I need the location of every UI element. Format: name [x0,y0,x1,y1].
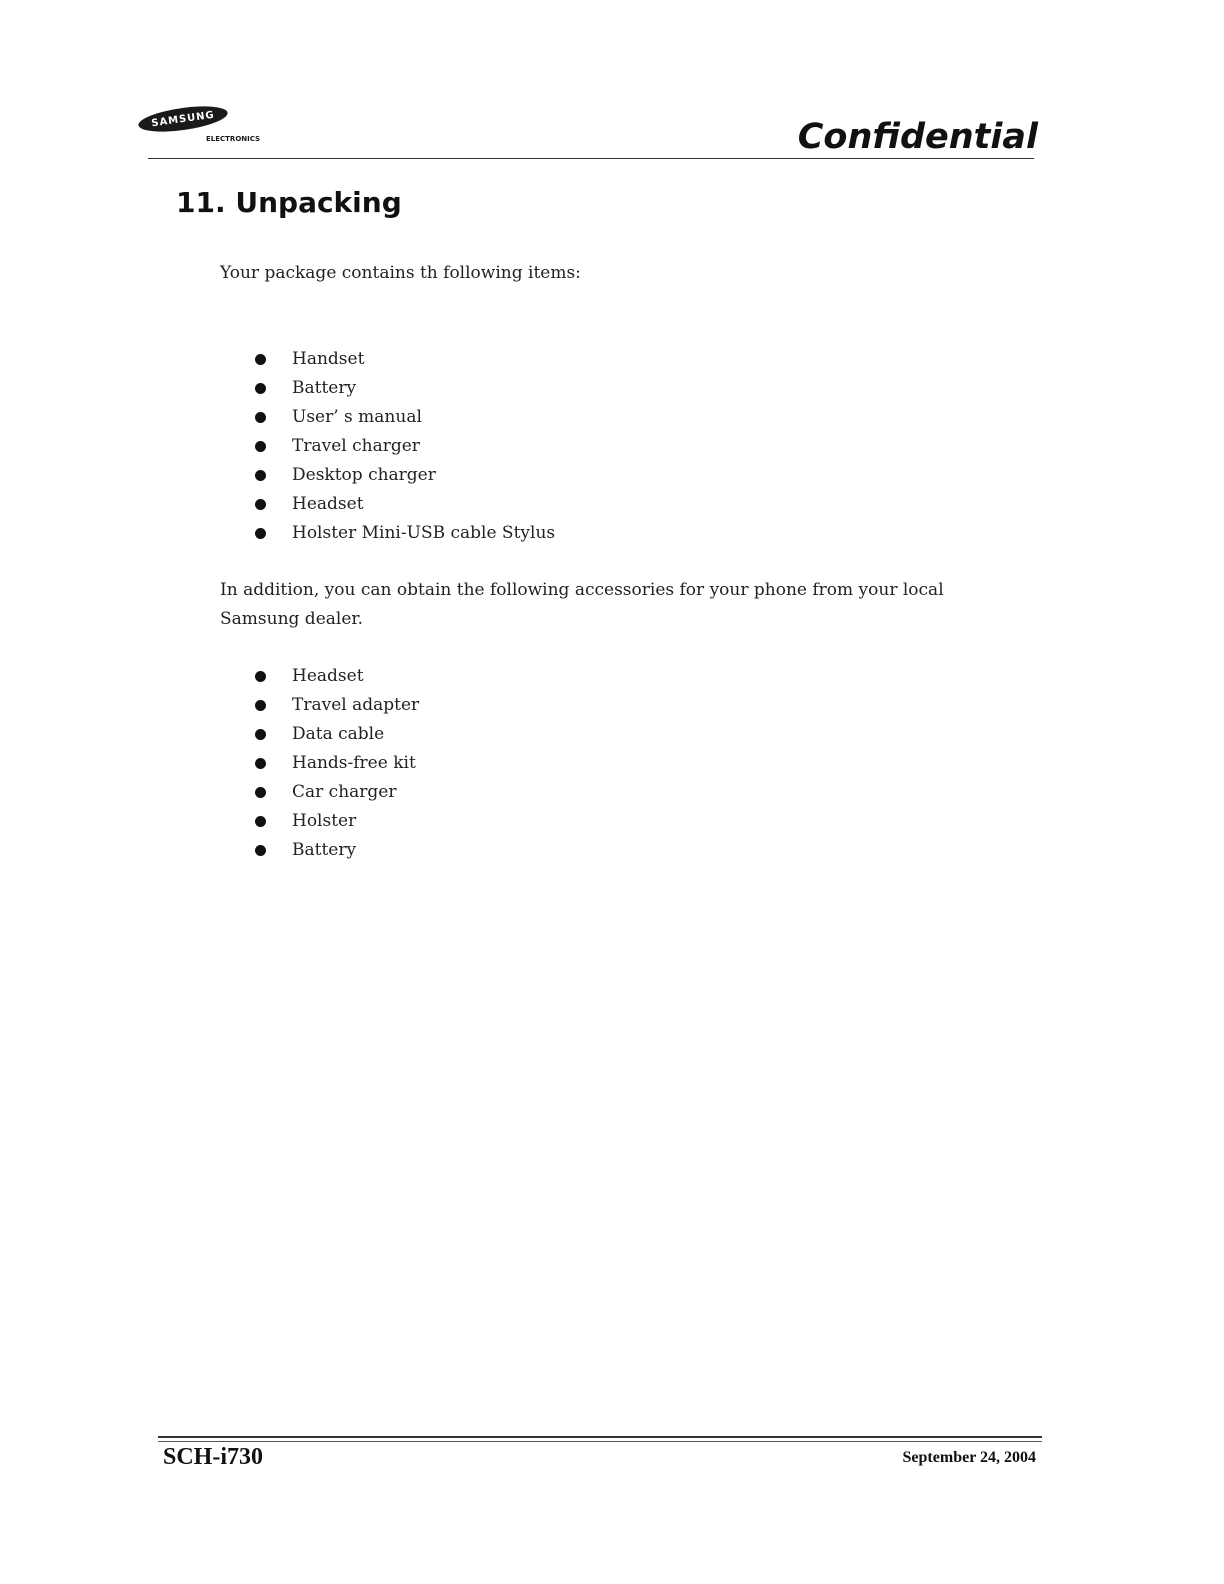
bullet-icon [255,787,266,798]
bullet-icon [255,729,266,740]
item-label: Travel adapter [292,695,420,715]
footer-divider-bottom [158,1441,1042,1442]
footer-model: SCH-i730 [163,1444,264,1470]
list-item [255,662,419,691]
list-item [255,691,419,720]
bullet-icon [255,845,266,856]
list-item [255,778,419,807]
accessories-list [255,662,419,865]
item-label: Handset [292,349,365,369]
bullet-icon [255,470,266,481]
item-label: Battery [292,378,357,398]
bullet-icon [255,499,266,510]
list-item [255,432,555,461]
item-label: Data cable [292,724,385,744]
item-label: Holster Mini-USB cable Stylus [292,523,556,543]
item-label: Battery [292,840,357,860]
bullet-icon [255,816,266,827]
bullet-icon [255,528,266,539]
item-label: Travel charger [292,436,420,456]
logo-ellipse [137,102,229,136]
item-label: Headset [292,494,364,514]
bullet-icon [255,758,266,769]
package-items-list [255,345,555,548]
bullet-icon [255,700,266,711]
addition-paragraph: In addition, you can obtain the following accessories for your phone from your local Samsung dealer. [220,580,944,629]
list-item [255,836,419,865]
logo-wordmark: SAMSUNG [150,109,216,129]
list-item [255,749,419,778]
footer-divider-top [158,1436,1042,1438]
item-label: Car charger [292,782,397,802]
intro-paragraph: Your package contains th following items: [220,263,581,283]
list-item [255,403,555,432]
bullet-icon [255,383,266,394]
bullet-icon [255,412,266,423]
item-label: Headset [292,666,364,686]
bullet-icon [255,671,266,682]
item-label: Desktop charger [292,465,436,485]
bullet-icon [255,441,266,452]
list-item [255,720,419,749]
list-item [255,490,555,519]
confidential-label: Confidential [797,117,1038,157]
samsung-logo [138,108,268,148]
item-label: Hands-free kit [292,753,416,773]
list-item [255,345,555,374]
page-title: 11. Unpacking [176,186,402,219]
logo-subtitle: ELECTRONICS [206,135,261,143]
item-label: User’ s manual [292,407,422,427]
bullet-icon [255,354,266,365]
list-item [255,461,555,490]
list-item [255,807,419,836]
footer-date: September 24, 2004 [902,1449,1036,1466]
item-label: Holster [292,811,357,831]
list-item [255,519,555,548]
list-item [255,374,555,403]
header-divider [148,158,1034,159]
